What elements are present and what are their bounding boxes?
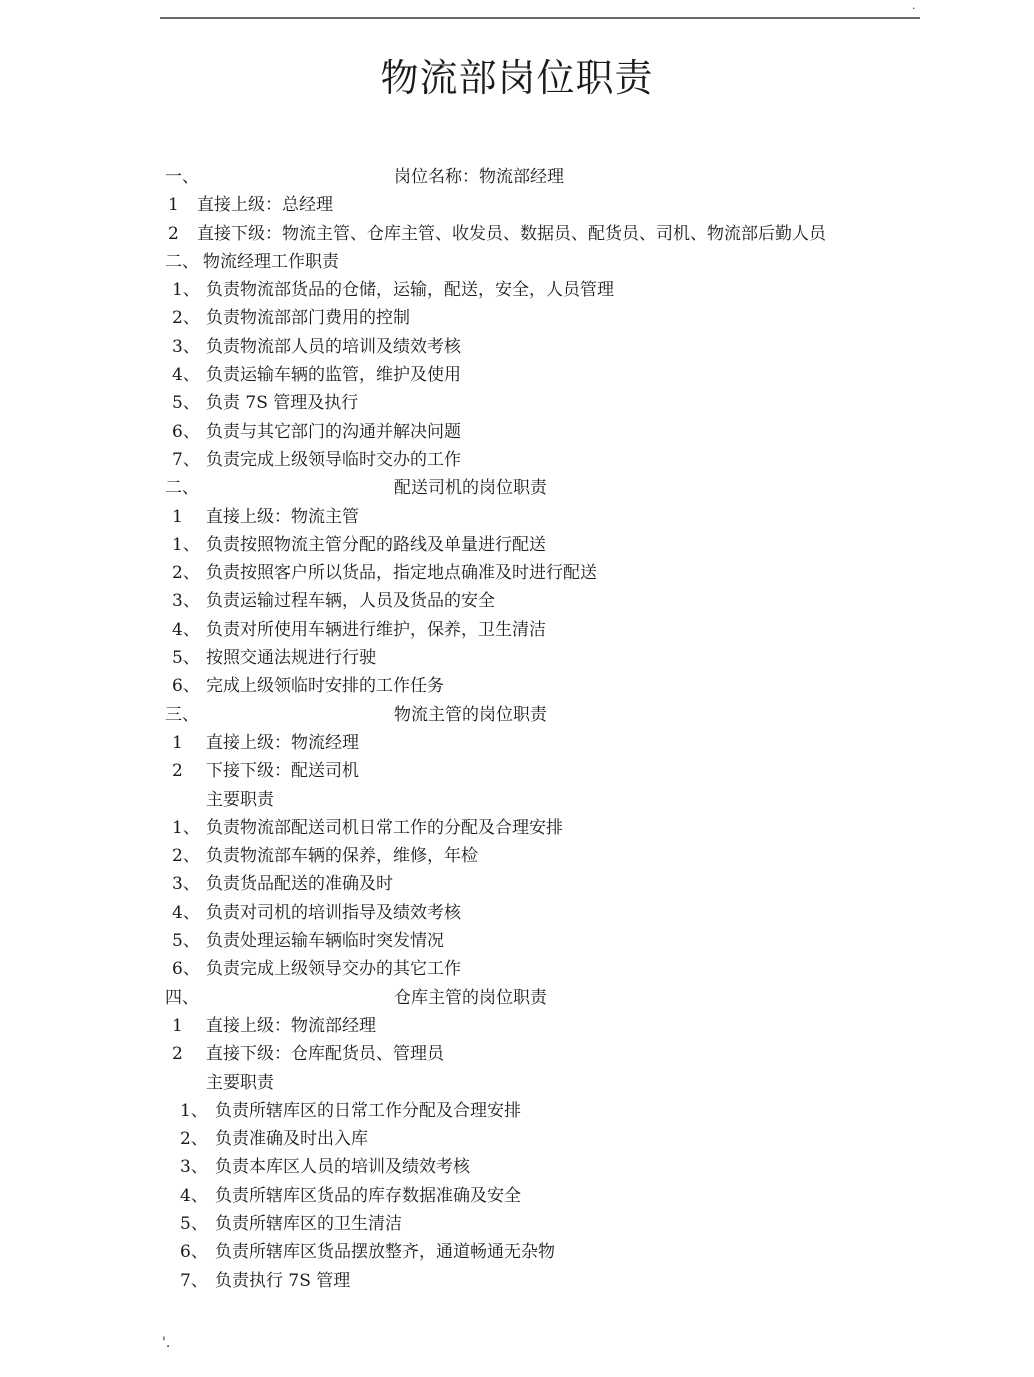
item-number: 5、 <box>172 648 200 669</box>
item-number: 6、 <box>172 421 200 442</box>
item-text: 负责与其它部门的沟通并解决问题 <box>206 421 461 442</box>
item-number: 4、 <box>180 1185 208 1206</box>
item-text: 配送司机的岗位职责 <box>394 478 547 499</box>
document-body <box>0 163 1034 1295</box>
duty-item <box>0 1210 1034 1238</box>
item-text: 负责对所使用车辆进行维护，保养，卫生清洁 <box>206 619 546 640</box>
item-text: 物流经理工作职责 <box>203 251 339 272</box>
item-text: 负责货品配送的准确及时 <box>206 874 393 895</box>
item-number: 2、 <box>172 308 200 329</box>
item-text: 负责运输车辆的监管，维护及使用 <box>206 365 461 386</box>
corner-mark: · <box>912 2 916 15</box>
item-number: 4、 <box>172 619 200 640</box>
item-text: 岗位名称：物流部经理 <box>394 167 564 187</box>
item-number: 6、 <box>172 959 200 980</box>
item-number: 二、 <box>165 478 199 499</box>
item-text: 仓库主管的岗位职责 <box>394 987 547 1008</box>
duty-item <box>0 1182 1034 1210</box>
item-text: 直接下级：仓库配货员、管理员 <box>206 1044 444 1065</box>
item-text: 负责 7S 管理及执行 <box>206 393 359 414</box>
item-number: 四、 <box>165 987 199 1008</box>
item-number: 5、 <box>172 393 200 414</box>
item-number: 3、 <box>172 874 200 895</box>
item-number: 1 <box>172 1015 183 1036</box>
item-text: 负责所辖库区货品的库存数据准确及安全 <box>215 1185 521 1206</box>
section-heading <box>0 474 1034 502</box>
item-text: 下接下级：配送司机 <box>206 761 359 782</box>
duty-item <box>0 1125 1034 1153</box>
item-text: 直接上级：物流经理 <box>206 732 359 753</box>
item-text: 直接下级：物流主管、仓库主管、收发员、数据员、配货员、司机、物流部后勤人员 <box>197 223 826 244</box>
duty-item <box>0 446 1034 474</box>
item-number: 5、 <box>180 1213 208 1234</box>
duty-item <box>0 842 1034 870</box>
item-text: 负责所辖库区货品摆放整齐，通道畅通无杂物 <box>215 1242 555 1263</box>
item-text: 负责按照物流主管分配的路线及单量进行配送 <box>206 534 546 555</box>
duty-item <box>0 616 1034 644</box>
section-heading <box>0 701 1034 729</box>
item-number: 5、 <box>172 931 200 952</box>
item-text: 负责按照客户所以货品，指定地点确准及时进行配送 <box>206 563 597 584</box>
document-title: 物流部岗位职责 <box>380 56 654 100</box>
duty-item <box>0 870 1034 898</box>
item-text: 负责本库区人员的培训及绩效考核 <box>215 1157 470 1178</box>
item-number: 2 <box>168 223 179 244</box>
duty-item <box>0 899 1034 927</box>
item-number: 2 <box>172 1044 183 1065</box>
item-number: 1、 <box>172 534 200 555</box>
reporting-line <box>0 1012 1034 1040</box>
duty-item <box>0 1153 1034 1181</box>
duty-item <box>0 1238 1034 1266</box>
item-text: 负责执行 7S 管理 <box>215 1270 351 1291</box>
reporting-line <box>0 757 1034 785</box>
item-number: 三、 <box>165 704 199 725</box>
duty-item <box>0 361 1034 389</box>
item-text: 负责处理运输车辆临时突发情况 <box>206 931 444 952</box>
item-text: 负责物流部配送司机日常工作的分配及合理安排 <box>206 817 563 838</box>
duty-item <box>0 814 1034 842</box>
duty-item <box>0 559 1034 587</box>
item-text: 负责物流部货品的仓储，运输，配送，安全，人员管理 <box>206 280 614 301</box>
duty-item <box>0 418 1034 446</box>
header-rule <box>160 17 920 19</box>
item-number: 3、 <box>172 591 200 612</box>
item-number: 1、 <box>180 1100 208 1121</box>
item-number: 4、 <box>172 365 200 386</box>
item-text: 负责对司机的培训指导及绩效考核 <box>206 902 461 923</box>
item-text: 负责完成上级领导交办的其它工作 <box>206 959 461 980</box>
section-label <box>0 248 1034 276</box>
duty-item <box>0 1267 1034 1295</box>
subheading <box>0 1069 1034 1097</box>
item-text: 负责物流部车辆的保养，维修，年检 <box>206 846 478 867</box>
footer-mark: '. <box>162 1335 171 1351</box>
item-text: 负责完成上级领导临时交办的工作 <box>206 449 461 470</box>
item-number: 7、 <box>172 449 200 470</box>
item-number: 2、 <box>172 846 200 867</box>
item-text: 按照交通法规进行行驶 <box>206 648 376 669</box>
reporting-line <box>0 1040 1034 1068</box>
duty-item <box>0 276 1034 304</box>
duty-item <box>0 672 1034 700</box>
item-text: 主要职责 <box>206 1072 274 1093</box>
duty-item <box>0 587 1034 615</box>
item-number: 2 <box>172 761 183 782</box>
duty-item <box>0 955 1034 983</box>
item-text: 负责准确及时出入库 <box>215 1129 368 1150</box>
duty-item <box>0 644 1034 672</box>
section-heading <box>0 984 1034 1012</box>
reporting-line <box>0 191 1034 219</box>
item-number: 一、 <box>165 167 199 187</box>
item-number: 1 <box>168 195 179 216</box>
item-text: 主要职责 <box>206 789 274 810</box>
item-text: 负责运输过程车辆，人员及货品的安全 <box>206 591 495 612</box>
item-text: 直接上级：物流主管 <box>206 506 359 527</box>
item-number: 1 <box>172 732 183 753</box>
item-number: 1、 <box>172 280 200 301</box>
item-text: 直接上级：物流部经理 <box>206 1015 376 1036</box>
item-text: 负责所辖库区的卫生清洁 <box>215 1213 402 1234</box>
item-number: 2、 <box>172 563 200 584</box>
item-number: 3、 <box>172 336 200 357</box>
section-heading <box>0 163 1034 191</box>
duty-item <box>0 927 1034 955</box>
item-text: 完成上级领临时安排的工作任务 <box>206 676 444 697</box>
item-text: 负责物流部部门费用的控制 <box>206 308 410 329</box>
item-number: 二、 <box>165 251 199 272</box>
item-number: 4、 <box>172 902 200 923</box>
reporting-line <box>0 220 1034 248</box>
subheading <box>0 786 1034 814</box>
reporting-line <box>0 729 1034 757</box>
item-number: 1 <box>172 506 183 527</box>
reporting-line <box>0 503 1034 531</box>
item-text: 直接上级：总经理 <box>197 195 333 216</box>
duty-item <box>0 333 1034 361</box>
item-text: 负责物流部人员的培训及绩效考核 <box>206 336 461 357</box>
item-number: 6、 <box>180 1242 208 1263</box>
duty-item <box>0 531 1034 559</box>
item-number: 7、 <box>180 1270 208 1291</box>
duty-item <box>0 389 1034 417</box>
item-number: 1、 <box>172 817 200 838</box>
item-number: 6、 <box>172 676 200 697</box>
item-text: 负责所辖库区的日常工作分配及合理安排 <box>215 1100 521 1121</box>
duty-item <box>0 1097 1034 1125</box>
item-number: 2、 <box>180 1129 208 1150</box>
item-text: 物流主管的岗位职责 <box>394 704 547 725</box>
item-number: 3、 <box>180 1157 208 1178</box>
duty-item <box>0 304 1034 332</box>
